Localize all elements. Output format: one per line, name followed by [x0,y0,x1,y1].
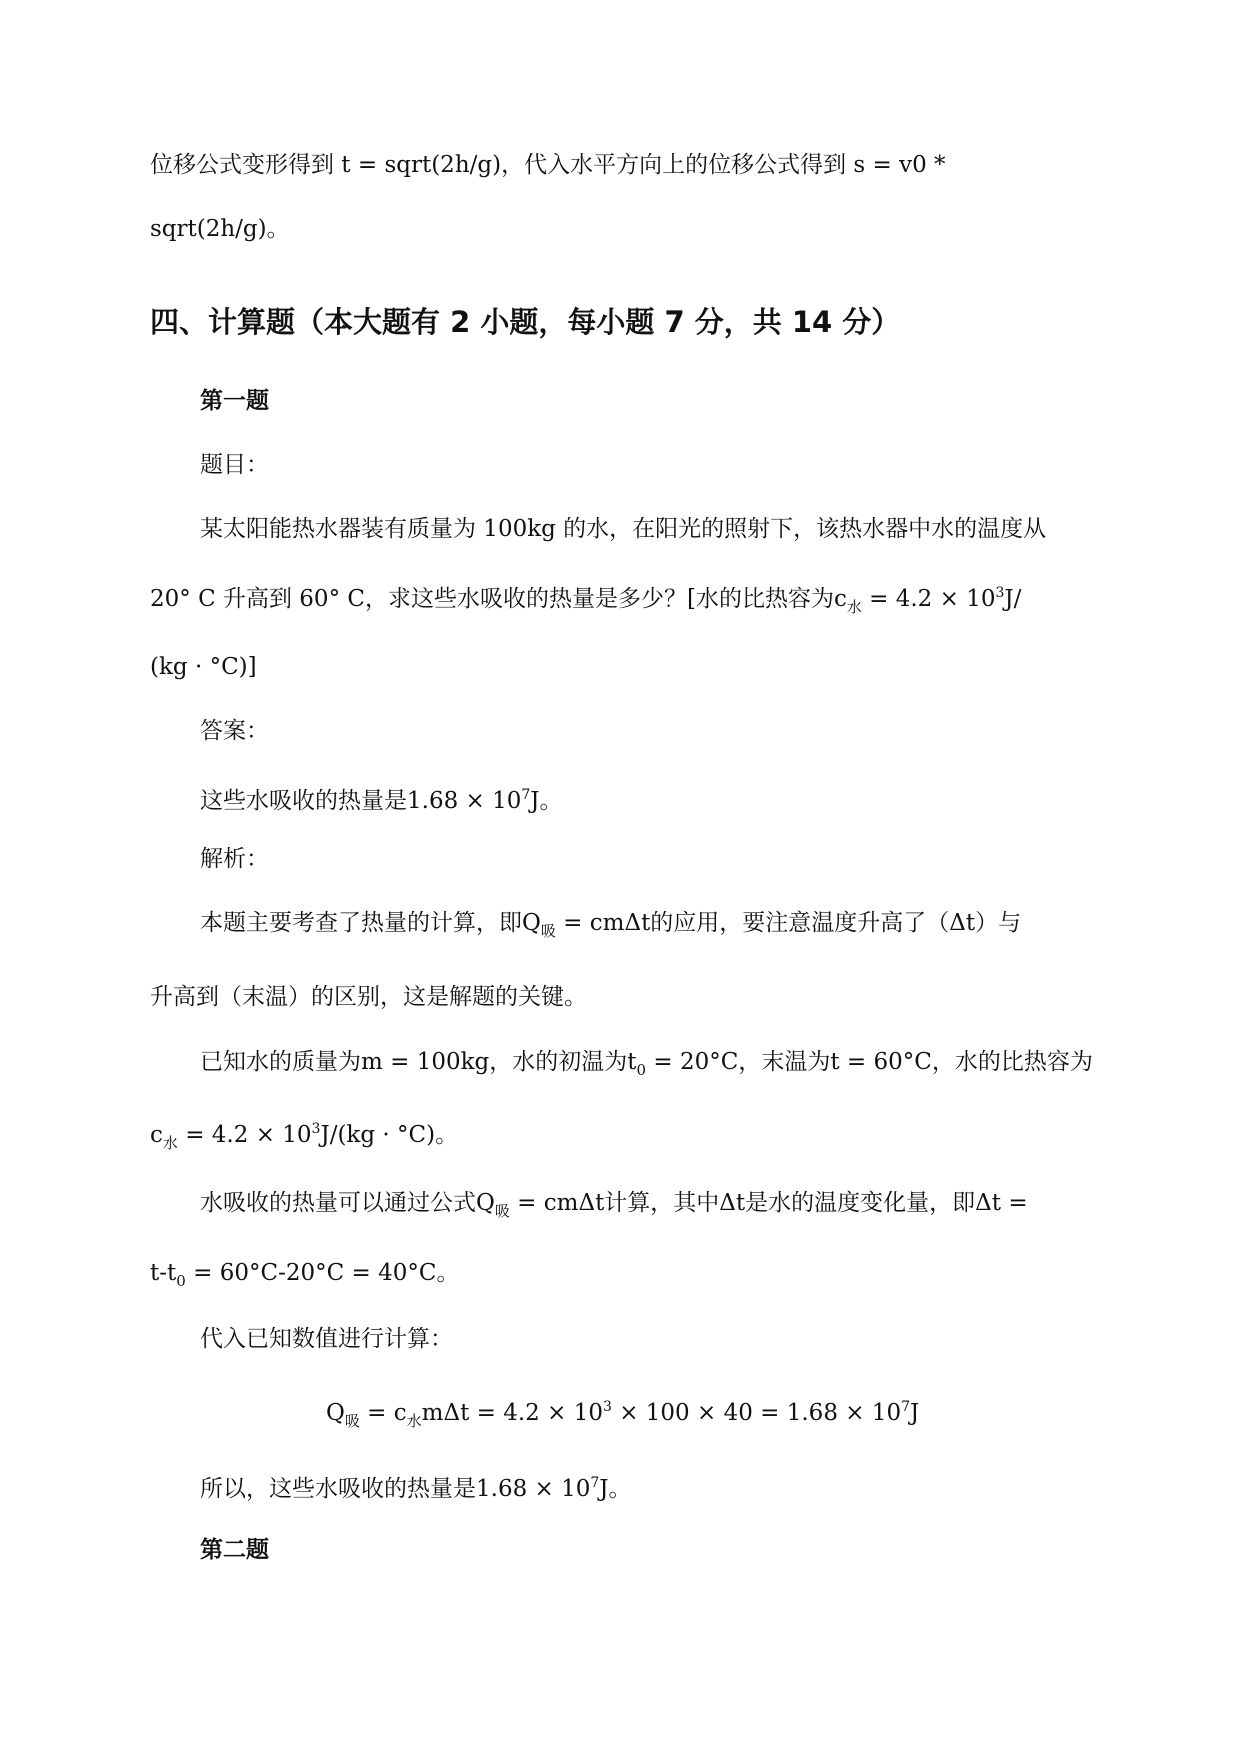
analysis-label: 解析： [200,846,269,872]
question-label: 题目： [200,452,269,478]
text-run: = cmΔt计算，其中Δt是水的温度变化量，即Δt = [509,1190,1028,1216]
text-run: × 100 × 40 = 1.68 × 10 [611,1400,902,1426]
superscript: 7 [901,1399,911,1415]
text-run: = c [359,1400,407,1426]
text-run: J。 [530,788,563,814]
text-run: c [150,1122,163,1148]
superscript: 7 [590,1475,600,1491]
text-run: t-t [150,1260,177,1286]
formula [326,1390,919,1438]
text-run: mΔt = 4.2 × 10 [421,1400,603,1426]
analysis-text [150,1256,459,1298]
subscript: 水 [162,1134,178,1152]
text-run: = 4.2 × 10 [177,1122,312,1148]
text-run: = 60°C-20°C = 40°C。 [185,1260,460,1286]
text-run: = 4.2 × 10 [861,586,996,612]
text-run: = cmΔt的应用，要注意温度升高了（Δt）与 [555,910,1022,936]
text-run: Q [326,1400,345,1426]
text-run: 20° C 升高到 60° C，求这些水吸收的热量是多少？[水的比热容为c [150,586,847,612]
text-run: J [910,1400,920,1426]
analysis-text [200,1045,1093,1087]
text-run: 水吸收的热量可以通过公式Q [200,1190,495,1216]
text-run: 这些水吸收的热量是1.68 × 10 [200,788,522,814]
superscript: 3 [311,1121,321,1137]
section-title: 四、计算题（本大题有 2 小题，每小题 7 分，共 14 分） [150,305,901,339]
subscript: 0 [176,1272,186,1290]
analysis-text [200,906,1021,948]
superscript: 3 [995,585,1005,601]
text-run: J。 [599,1476,632,1502]
question-text: (kg · °C)] [150,654,257,680]
subscript: 吸 [344,1412,360,1430]
analysis-text: 升高到（末温）的区别，这是解题的关键。 [150,984,587,1010]
text-run: 本题主要考查了热量的计算，即Q [200,910,541,936]
analysis-text [150,1112,458,1160]
subscript: 吸 [540,922,556,940]
superscript: 7 [521,787,531,803]
question-1-heading: 第一题 [200,388,269,414]
subscript: 水 [846,598,862,616]
analysis-text [200,1186,1028,1228]
answer-label: 答案： [200,718,269,744]
text-line: 位移公式变形得到 t = sqrt(2h/g)，代入水平方向上的位移公式得到 s = v0 * [150,152,946,178]
text-run: = 20°C，末温为t = 60°C，水的比热容为 [646,1049,1093,1075]
superscript: 3 [602,1399,612,1415]
question-text: 某太阳能热水器装有质量为 100kg 的水，在阳光的照射下，该热水器中水的温度从 [200,516,1047,542]
text-line: sqrt(2h/g)。 [150,216,290,242]
text-run: 所以，这些水吸收的热量是1.68 × 10 [200,1476,591,1502]
text-run: J/ [1004,586,1022,612]
text-run: 已知水的质量为m = 100kg，水的初温为t [200,1049,637,1075]
question-text [150,576,1021,624]
answer-text [200,778,563,818]
text-run: J/(kg · °C)。 [320,1122,459,1148]
question-2-heading: 第二题 [200,1537,269,1563]
subscript: 0 [636,1061,647,1079]
subscript: 水 [406,1412,422,1430]
analysis-text: 代入已知数值进行计算： [200,1326,453,1352]
subscript: 吸 [494,1202,510,1220]
conclusion-text [200,1466,632,1506]
